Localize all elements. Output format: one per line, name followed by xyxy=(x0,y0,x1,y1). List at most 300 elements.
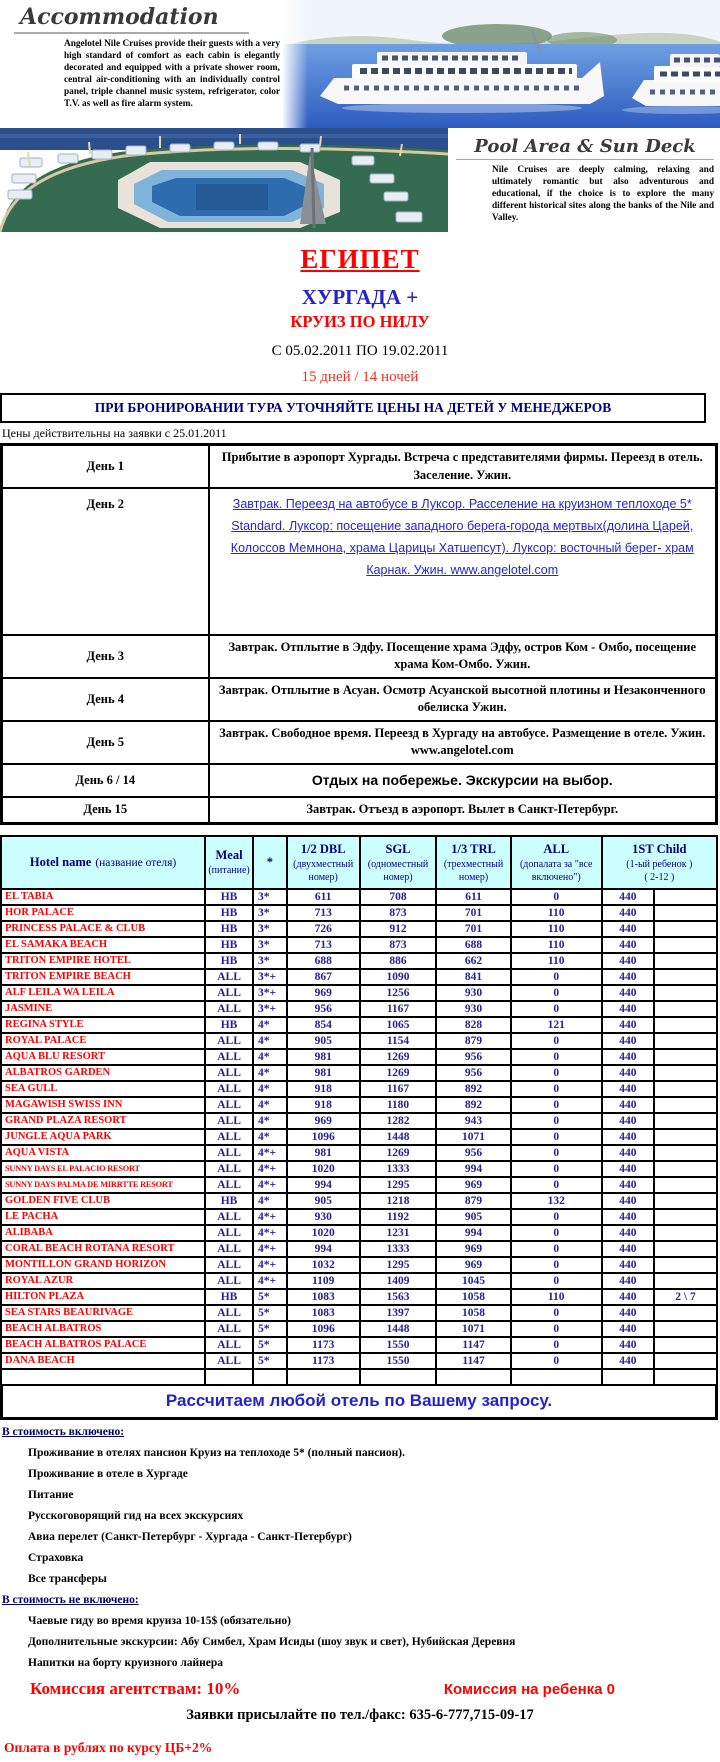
all-surcharge-cell: 0 xyxy=(511,969,602,985)
note-cell xyxy=(654,1193,717,1209)
sgl-price-cell: 873 xyxy=(360,937,437,953)
dbl-price-cell: 713 xyxy=(287,905,360,921)
hotel-row xyxy=(1,921,717,937)
note-cell xyxy=(654,1001,717,1017)
all-surcharge-cell: 0 xyxy=(511,1065,602,1081)
note-cell: 2 \ 7 xyxy=(654,1289,717,1305)
note-cell xyxy=(654,1049,717,1065)
meal-cell: ALL xyxy=(205,1353,253,1369)
sgl-price-cell: 1333 xyxy=(360,1161,437,1177)
note-cell xyxy=(654,1241,717,1257)
hotel-name-cell: HILTON PLAZA xyxy=(1,1289,205,1305)
trl-price-cell: 701 xyxy=(436,905,510,921)
note-cell xyxy=(654,1097,717,1113)
sgl-price-cell: 886 xyxy=(360,953,437,969)
all-surcharge-cell: 110 xyxy=(511,953,602,969)
star-cell: 4* xyxy=(253,1049,287,1065)
all-surcharge-cell: 0 xyxy=(511,1321,602,1337)
sgl-price-cell: 1448 xyxy=(360,1129,437,1145)
sgl-price-cell: 1269 xyxy=(360,1145,437,1161)
hotel-table-body xyxy=(1,889,717,1385)
trl-price-cell: 956 xyxy=(436,1145,510,1161)
star-cell: 4* xyxy=(253,1017,287,1033)
hotel-row xyxy=(1,905,717,921)
sgl-price-cell: 1154 xyxy=(360,1033,437,1049)
hotel-name-cell: JASMINE xyxy=(1,1001,205,1017)
photo-collage-bottom xyxy=(0,128,720,232)
hotel-name-cell: DANA BEACH xyxy=(1,1353,205,1369)
sgl-price-cell: 1550 xyxy=(360,1337,437,1353)
dbl-price-cell: 1096 xyxy=(287,1129,360,1145)
all-surcharge-cell: 0 xyxy=(511,1049,602,1065)
all-surcharge-cell: 0 xyxy=(511,1097,602,1113)
note-cell xyxy=(654,1017,717,1033)
sgl-price-cell: 1397 xyxy=(360,1305,437,1321)
trl-price-cell: 943 xyxy=(436,1113,510,1129)
sgl-price-cell: 1167 xyxy=(360,1081,437,1097)
meal-cell: ALL xyxy=(205,1145,253,1161)
all-surcharge-cell: 0 xyxy=(511,1209,602,1225)
trl-price-cell: 1071 xyxy=(436,1129,510,1145)
included-item: Питание xyxy=(28,1488,74,1501)
itinerary-row xyxy=(2,488,717,635)
trl-price-cell: 994 xyxy=(436,1161,510,1177)
requests-phone-line: Заявки присылайте по тел./факс: 635-6-777,715-09-17 xyxy=(186,1706,534,1723)
hotel-name-cell: REGINA STYLE xyxy=(1,1017,205,1033)
accommodation-block xyxy=(0,0,282,128)
included-item: Проживание в отелях пансион Круиз на теплоходе 5* (полный пансион). xyxy=(28,1446,406,1459)
star-cell: 5* xyxy=(253,1289,287,1305)
col-star: * xyxy=(253,836,287,889)
country-title: ЕГИПЕТ xyxy=(300,244,420,274)
dbl-price-cell: 981 xyxy=(287,1145,360,1161)
sgl-price-cell: 1167 xyxy=(360,1001,437,1017)
hotel-row xyxy=(1,1273,717,1289)
trl-price-cell: 688 xyxy=(436,937,510,953)
sgl-price-cell: 708 xyxy=(360,889,437,905)
included-item: Страховка xyxy=(28,1551,84,1564)
star-cell: 5* xyxy=(253,1321,287,1337)
trl-price-cell: 892 xyxy=(436,1081,510,1097)
all-surcharge-cell: 0 xyxy=(511,985,602,1001)
meal-cell: HB xyxy=(205,937,253,953)
dbl-price-cell: 867 xyxy=(287,969,360,985)
child-price-cell: 440 xyxy=(602,1001,654,1017)
hotel-row xyxy=(1,889,717,905)
all-surcharge-cell: 0 xyxy=(511,1161,602,1177)
trl-price-cell: 1147 xyxy=(436,1337,510,1353)
day-description: Завтрак. Отплытие в Асуан. Осмотр Асуанской высотной плотины и Незаконченного обелиска Ужин. xyxy=(209,678,717,721)
included-item: Проживание в отеле в Хургаде xyxy=(28,1467,188,1480)
meal-cell: ALL xyxy=(205,1177,253,1193)
trl-price-cell: 930 xyxy=(436,1001,510,1017)
trl-price-cell: 701 xyxy=(436,921,510,937)
meal-cell: ALL xyxy=(205,1257,253,1273)
hotel-row xyxy=(1,1033,717,1049)
trl-price-cell: 969 xyxy=(436,1241,510,1257)
all-surcharge-cell: 110 xyxy=(511,921,602,937)
not-included-item: Напитки на борту круизного лайнера xyxy=(28,1656,224,1669)
note-cell xyxy=(654,985,717,1001)
meal-cell: ALL xyxy=(205,1241,253,1257)
trl-price-cell: 1147 xyxy=(436,1353,510,1369)
child-price-cell: 440 xyxy=(602,1097,654,1113)
sgl-price-cell: 1295 xyxy=(360,1177,437,1193)
note-cell xyxy=(654,1145,717,1161)
child-price-cell: 440 xyxy=(602,969,654,985)
all-surcharge-cell: 110 xyxy=(511,905,602,921)
all-surcharge-cell: 0 xyxy=(511,1337,602,1353)
note-cell xyxy=(654,1177,717,1193)
meal-cell: ALL xyxy=(205,1305,253,1321)
meal-cell: ALL xyxy=(205,985,253,1001)
star-cell: 3* xyxy=(253,937,287,953)
dbl-price-cell: 918 xyxy=(287,1097,360,1113)
pool-area-text: Nile Cruises are deeply calming, relaxing and ultimately romantic but also adventurous and educational, if the choice is to explore the many different historical sites along the banks of the Nile and Valley. xyxy=(492,165,714,223)
dbl-price-cell: 918 xyxy=(287,1081,360,1097)
hotel-row xyxy=(1,1049,717,1065)
hotel-row xyxy=(1,1209,717,1225)
trl-price-cell: 662 xyxy=(436,953,510,969)
day-description: Завтрак. Отплытие в Эдфу. Посещение храма Эдфу, остров Ком - Омбо, посещение храма Ком-Омбо. Ужин. xyxy=(209,635,717,678)
pool-deck-photo xyxy=(0,128,448,232)
note-cell xyxy=(654,1209,717,1225)
hotel-row xyxy=(1,1369,717,1385)
trl-price-cell: 879 xyxy=(436,1193,510,1209)
note-cell xyxy=(654,1081,717,1097)
child-commission: Комиссия на ребенка 0 xyxy=(443,1680,615,1698)
hotel-name-cell: ROYAL AZUR xyxy=(1,1273,205,1289)
hotel-name-cell: GRAND PLAZA RESORT xyxy=(1,1113,205,1129)
sgl-price-cell: 1563 xyxy=(360,1289,437,1305)
hotel-name-cell: JUNGLE AQUA PARK xyxy=(1,1129,205,1145)
note-cell xyxy=(654,1353,717,1369)
meal-cell: ALL xyxy=(205,1225,253,1241)
star-cell: 3* xyxy=(253,905,287,921)
star-cell: 3* xyxy=(253,889,287,905)
child-price-cell: 440 xyxy=(602,1177,654,1193)
hotel-row xyxy=(1,1353,717,1369)
all-surcharge-cell: 0 xyxy=(511,1225,602,1241)
child-price-cell: 440 xyxy=(602,1193,654,1209)
terms-section xyxy=(0,1420,720,1669)
meal-cell: ALL xyxy=(205,1161,253,1177)
sgl-price-cell xyxy=(360,1369,437,1385)
note-cell xyxy=(654,1321,717,1337)
hotel-row xyxy=(1,1129,717,1145)
hotel-row xyxy=(1,937,717,953)
star-cell: 4* xyxy=(253,1129,287,1145)
child-price-cell: 440 xyxy=(602,1257,654,1273)
child-price-cell: 440 xyxy=(602,985,654,1001)
note-cell xyxy=(654,1161,717,1177)
dbl-price-cell: 1096 xyxy=(287,1321,360,1337)
meal-cell: ALL xyxy=(205,1033,253,1049)
day-label: День 4 xyxy=(2,678,209,721)
hotel-row xyxy=(1,1257,717,1273)
meal-cell: HB xyxy=(205,1289,253,1305)
itinerary-body xyxy=(2,445,717,824)
trl-price-cell: 611 xyxy=(436,889,510,905)
photo-collage-top xyxy=(0,0,720,128)
col-first-child: 1ST Child (1-ый ребенок ) ( 2-12 ) xyxy=(602,836,717,889)
all-surcharge-cell: 110 xyxy=(511,1289,602,1305)
meal-cell: HB xyxy=(205,921,253,937)
hotel-name-cell: ALIBABA xyxy=(1,1225,205,1241)
dbl-price-cell: 981 xyxy=(287,1065,360,1081)
child-price-cell: 440 xyxy=(602,921,654,937)
sgl-price-cell: 1295 xyxy=(360,1257,437,1273)
all-surcharge-cell: 0 xyxy=(511,1113,602,1129)
meal-cell: ALL xyxy=(205,1113,253,1129)
trl-price-cell: 994 xyxy=(436,1225,510,1241)
meal-cell: HB xyxy=(205,905,253,921)
dbl-price-cell: 726 xyxy=(287,921,360,937)
meal-cell: HB xyxy=(205,953,253,969)
itinerary-table xyxy=(0,443,718,825)
star-cell: 3*+ xyxy=(253,985,287,1001)
meal-cell: ALL xyxy=(205,1081,253,1097)
all-surcharge-cell xyxy=(511,1369,602,1385)
col-meal: Meal (питание) xyxy=(205,836,253,889)
hotel-row xyxy=(1,1177,717,1193)
col-third-trl: 1/3 TRL (трехместный номер) xyxy=(436,836,510,889)
cruise-title: КРУИЗ ПО НИЛУ xyxy=(290,312,430,331)
hotel-name-cell: TRITON EMPIRE HOTEL xyxy=(1,953,205,969)
hotel-table-header-row xyxy=(1,836,717,889)
star-cell: 4*+ xyxy=(253,1209,287,1225)
commission-row xyxy=(0,1669,720,1699)
col-hotel-name: Hotel name (название отеля) xyxy=(1,836,205,889)
hotel-row xyxy=(1,1097,717,1113)
hotel-name-cell: LE PACHA xyxy=(1,1209,205,1225)
child-price-cell: 440 xyxy=(602,1033,654,1049)
star-cell: 4* xyxy=(253,1065,287,1081)
trl-price-cell: 969 xyxy=(436,1257,510,1273)
star-cell: 4*+ xyxy=(253,1225,287,1241)
star-cell: 4* xyxy=(253,1081,287,1097)
child-price-cell: 440 xyxy=(602,1145,654,1161)
hotel-row xyxy=(1,969,717,985)
child-price-cell: 440 xyxy=(602,1337,654,1353)
hotel-row xyxy=(1,953,717,969)
dbl-price-cell: 981 xyxy=(287,1049,360,1065)
note-cell xyxy=(654,1257,717,1273)
star-cell: 5* xyxy=(253,1305,287,1321)
any-hotel-request-banner: Рассчитаем любой отель по Вашему запросу. xyxy=(0,1384,718,1420)
hotel-row xyxy=(1,1225,717,1241)
trl-price-cell: 1045 xyxy=(436,1273,510,1289)
child-price-cell: 440 xyxy=(602,1049,654,1065)
note-cell xyxy=(654,921,717,937)
trl-price-cell: 1058 xyxy=(436,1305,510,1321)
tour-duration: 15 дней / 14 ночей xyxy=(301,369,419,385)
trl-price-cell: 828 xyxy=(436,1017,510,1033)
dbl-price-cell: 905 xyxy=(287,1033,360,1049)
child-price-cell: 440 xyxy=(602,1289,654,1305)
included-item: Русскоговорящий гид на всех экскурсиях xyxy=(28,1509,244,1522)
all-surcharge-cell: 132 xyxy=(511,1193,602,1209)
dbl-price-cell: 1083 xyxy=(287,1305,360,1321)
all-surcharge-cell: 110 xyxy=(511,937,602,953)
prices-validity-note: Цены действительны на заявки с 25.01.2011 xyxy=(2,426,227,440)
hotel-row xyxy=(1,1337,717,1353)
all-surcharge-cell: 0 xyxy=(511,1001,602,1017)
trl-price-cell xyxy=(436,1369,510,1385)
day-description-link[interactable]: Завтрак. Переезд на автобусе в Луксор. Расселение на круизном теплоходе 5* Standard. Луксор: посещение западного берега-города мертвых(долина Царей, Колоссов Мемнона, храма Царицы Хатшепсут). Луксор: восточный берег- храм Карнак. Ужин. www.angelotel.com xyxy=(209,488,717,635)
all-surcharge-cell: 0 xyxy=(511,1273,602,1289)
day-description: Завтрак. Отъезд в аэропорт. Вылет в Санкт-Петербург. xyxy=(209,797,717,823)
note-cell xyxy=(654,1337,717,1353)
hotel-name-cell: ALBATROS GARDEN xyxy=(1,1065,205,1081)
hotel-name-cell: EL SAMAKA BEACH xyxy=(1,937,205,953)
star-cell: 4*+ xyxy=(253,1161,287,1177)
sgl-price-cell: 1550 xyxy=(360,1353,437,1369)
not-included-item: Чаевые гиду во время круиза 10-15$ (обязательно) xyxy=(28,1614,291,1627)
sgl-price-cell: 1231 xyxy=(360,1225,437,1241)
pool-area-heading: Pool Area & Sun Deck xyxy=(456,136,714,160)
hotel-name-cell: GOLDEN FIVE CLUB xyxy=(1,1193,205,1209)
star-cell: 4*+ xyxy=(253,1145,287,1161)
hotel-name-cell: MONTILLON GRAND HORIZON xyxy=(1,1257,205,1273)
note-cell xyxy=(654,889,717,905)
trl-price-cell: 1071 xyxy=(436,1321,510,1337)
dbl-price-cell: 611 xyxy=(287,889,360,905)
hotel-row xyxy=(1,1145,717,1161)
star-cell: 4* xyxy=(253,1033,287,1049)
hotel-name-cell: ALF LEILA WA LEILA xyxy=(1,985,205,1001)
child-price-cell: 440 xyxy=(602,1225,654,1241)
note-cell xyxy=(654,1273,717,1289)
all-surcharge-cell: 0 xyxy=(511,1177,602,1193)
hotel-name-cell: BEACH ALBATROS xyxy=(1,1321,205,1337)
pool-area-block xyxy=(448,128,720,232)
hotel-name-cell: AQUA BLU RESORT xyxy=(1,1049,205,1065)
sgl-price-cell: 912 xyxy=(360,921,437,937)
dbl-price-cell: 930 xyxy=(287,1209,360,1225)
meal-cell: ALL xyxy=(205,1065,253,1081)
child-price-cell: 440 xyxy=(602,1161,654,1177)
all-surcharge-cell: 0 xyxy=(511,1353,602,1369)
star-cell: 4* xyxy=(253,1113,287,1129)
hotel-row xyxy=(1,1081,717,1097)
day-description: Завтрак. Свободное время. Переезд в Хургаду на автобусе. Размещение в отеле. Ужин. www.angelotel.com xyxy=(209,721,717,764)
note-cell xyxy=(654,1129,717,1145)
hotel-row xyxy=(1,1001,717,1017)
hotel-name-cell: HOR PALACE xyxy=(1,905,205,921)
star-cell: 4*+ xyxy=(253,1273,287,1289)
all-surcharge-cell: 0 xyxy=(511,1305,602,1321)
agency-commission: Комиссия агентствам: 10% xyxy=(30,1678,241,1698)
dbl-price-cell: 1173 xyxy=(287,1353,360,1369)
dbl-price-cell: 1109 xyxy=(287,1273,360,1289)
star-cell: 5* xyxy=(253,1337,287,1353)
star-cell xyxy=(253,1369,287,1385)
star-cell: 4* xyxy=(253,1097,287,1113)
child-price-cell: 440 xyxy=(602,937,654,953)
trl-price-cell: 956 xyxy=(436,1049,510,1065)
day-label: День 15 xyxy=(2,797,209,823)
included-item: Авиа перелет (Санкт-Петербург - Хургада - Санкт-Петербург) xyxy=(28,1530,352,1543)
star-cell: 5* xyxy=(253,1353,287,1369)
note-cell xyxy=(654,937,717,953)
trl-price-cell: 969 xyxy=(436,1177,510,1193)
meal-cell: ALL xyxy=(205,969,253,985)
hotel-name-cell xyxy=(1,1369,205,1385)
hotel-row xyxy=(1,1321,717,1337)
note-cell xyxy=(654,1033,717,1049)
hotel-name-cell: CORAL BEACH ROTANA RESORT xyxy=(1,1241,205,1257)
star-cell: 4* xyxy=(253,1193,287,1209)
not-included-item: Дополнительные экскурсии: Абу Симбел, Храм Исиды (шоу звук и свет), Нубийская Деревня xyxy=(28,1635,516,1648)
child-price-cell: 440 xyxy=(602,1241,654,1257)
dbl-price-cell: 994 xyxy=(287,1241,360,1257)
meal-cell: ALL xyxy=(205,1097,253,1113)
all-surcharge-cell: 0 xyxy=(511,1081,602,1097)
meal-cell: ALL xyxy=(205,1049,253,1065)
col-half-dbl: 1/2 DBL (двухместный номер) xyxy=(287,836,360,889)
hotel-name-cell: EL TABIA xyxy=(1,889,205,905)
day-description: Прибытие в аэропорт Хургады. Встреча с представителями фирмы. Переезд в отель. Заселение. Ужин. xyxy=(209,445,717,489)
day-label: День 3 xyxy=(2,635,209,678)
itinerary-row xyxy=(2,445,717,489)
child-price-cell: 440 xyxy=(602,1273,654,1289)
dbl-price-cell xyxy=(287,1369,360,1385)
sgl-price-cell: 1065 xyxy=(360,1017,437,1033)
sgl-price-cell: 1333 xyxy=(360,1241,437,1257)
star-cell: 3* xyxy=(253,953,287,969)
title-section xyxy=(0,244,720,386)
hotel-row xyxy=(1,1289,717,1305)
child-price-cell: 440 xyxy=(602,1113,654,1129)
dbl-price-cell: 688 xyxy=(287,953,360,969)
meal-cell: ALL xyxy=(205,1321,253,1337)
itinerary-row xyxy=(2,721,717,764)
hotel-row xyxy=(1,1113,717,1129)
hotel-name-cell: SEA GULL xyxy=(1,1081,205,1097)
all-surcharge-cell: 0 xyxy=(511,1257,602,1273)
child-price-cell: 440 xyxy=(602,1065,654,1081)
sgl-price-cell: 1269 xyxy=(360,1065,437,1081)
hotel-row xyxy=(1,1065,717,1081)
dbl-price-cell: 1173 xyxy=(287,1337,360,1353)
sgl-price-cell: 1218 xyxy=(360,1193,437,1209)
star-cell: 3*+ xyxy=(253,969,287,985)
trl-price-cell: 956 xyxy=(436,1065,510,1081)
child-price-cell xyxy=(602,1369,654,1385)
accommodation-text: Angelotel Nile Cruises provide their guests with a very high standard of comfort as each cabin is elegantly decorated and equipped with a private shower room, central air-conditioning with an individually control panel, triple channel music system, refrigerator, color T.V. as well as fire alarm system. xyxy=(64,39,280,110)
itinerary-row xyxy=(2,764,717,798)
all-surcharge-cell: 0 xyxy=(511,1033,602,1049)
sgl-price-cell: 1269 xyxy=(360,1049,437,1065)
day-label: День 5 xyxy=(2,721,209,764)
note-cell xyxy=(654,1305,717,1321)
star-cell: 3* xyxy=(253,921,287,937)
meal-cell: HB xyxy=(205,1193,253,1209)
dbl-price-cell: 713 xyxy=(287,937,360,953)
hotel-name-cell: TRITON EMPIRE BEACH xyxy=(1,969,205,985)
trl-price-cell: 879 xyxy=(436,1033,510,1049)
col-sgl: SGL (одноместный номер) xyxy=(360,836,437,889)
note-cell xyxy=(654,953,717,969)
nile-cruise-ships-photo xyxy=(282,0,720,128)
dbl-price-cell: 969 xyxy=(287,985,360,1001)
resort-title: ХУРГАДА + xyxy=(301,285,419,309)
meal-cell: HB xyxy=(205,889,253,905)
not-included-list xyxy=(2,1615,718,1669)
not-included-title: В стоимость не включено: xyxy=(2,1593,139,1606)
sgl-price-cell: 1192 xyxy=(360,1209,437,1225)
